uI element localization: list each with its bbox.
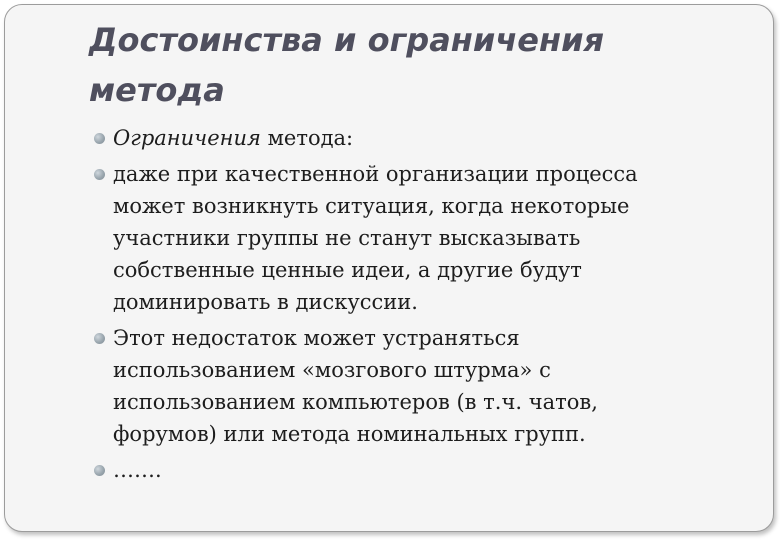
bullet-emphasis: Ограничения	[113, 126, 261, 150]
slide-frame	[4, 4, 774, 532]
slide-title: Достоинства и ограничения метода	[89, 21, 605, 109]
bullet-text: …….	[113, 458, 162, 482]
bullet-dot-icon	[94, 333, 105, 344]
bullet-item-limitations	[93, 122, 693, 154]
bullet-text: метода:	[260, 126, 354, 150]
bullet-item-mitigation	[93, 322, 693, 450]
bullet-text: даже при качественной организации процесса может возникнуть ситуация, когда некоторые участники группы не станут высказывать собственные ценные идеи, а другие будут доминировать в дискуссии.	[113, 162, 638, 314]
bullet-item-quality-issue	[93, 158, 693, 318]
bullet-dot-icon	[94, 133, 105, 144]
bullet-dot-icon	[94, 169, 105, 180]
bullet-dot-icon	[94, 465, 105, 476]
bullet-list	[93, 122, 693, 490]
bullet-text: Этот недостаток может устраняться использованием «мозгового штурма» с использованием компьютеров (в т.ч. чатов, форумов) или метода номинальных групп.	[113, 326, 598, 446]
bullet-item-ellipsis	[93, 454, 693, 486]
